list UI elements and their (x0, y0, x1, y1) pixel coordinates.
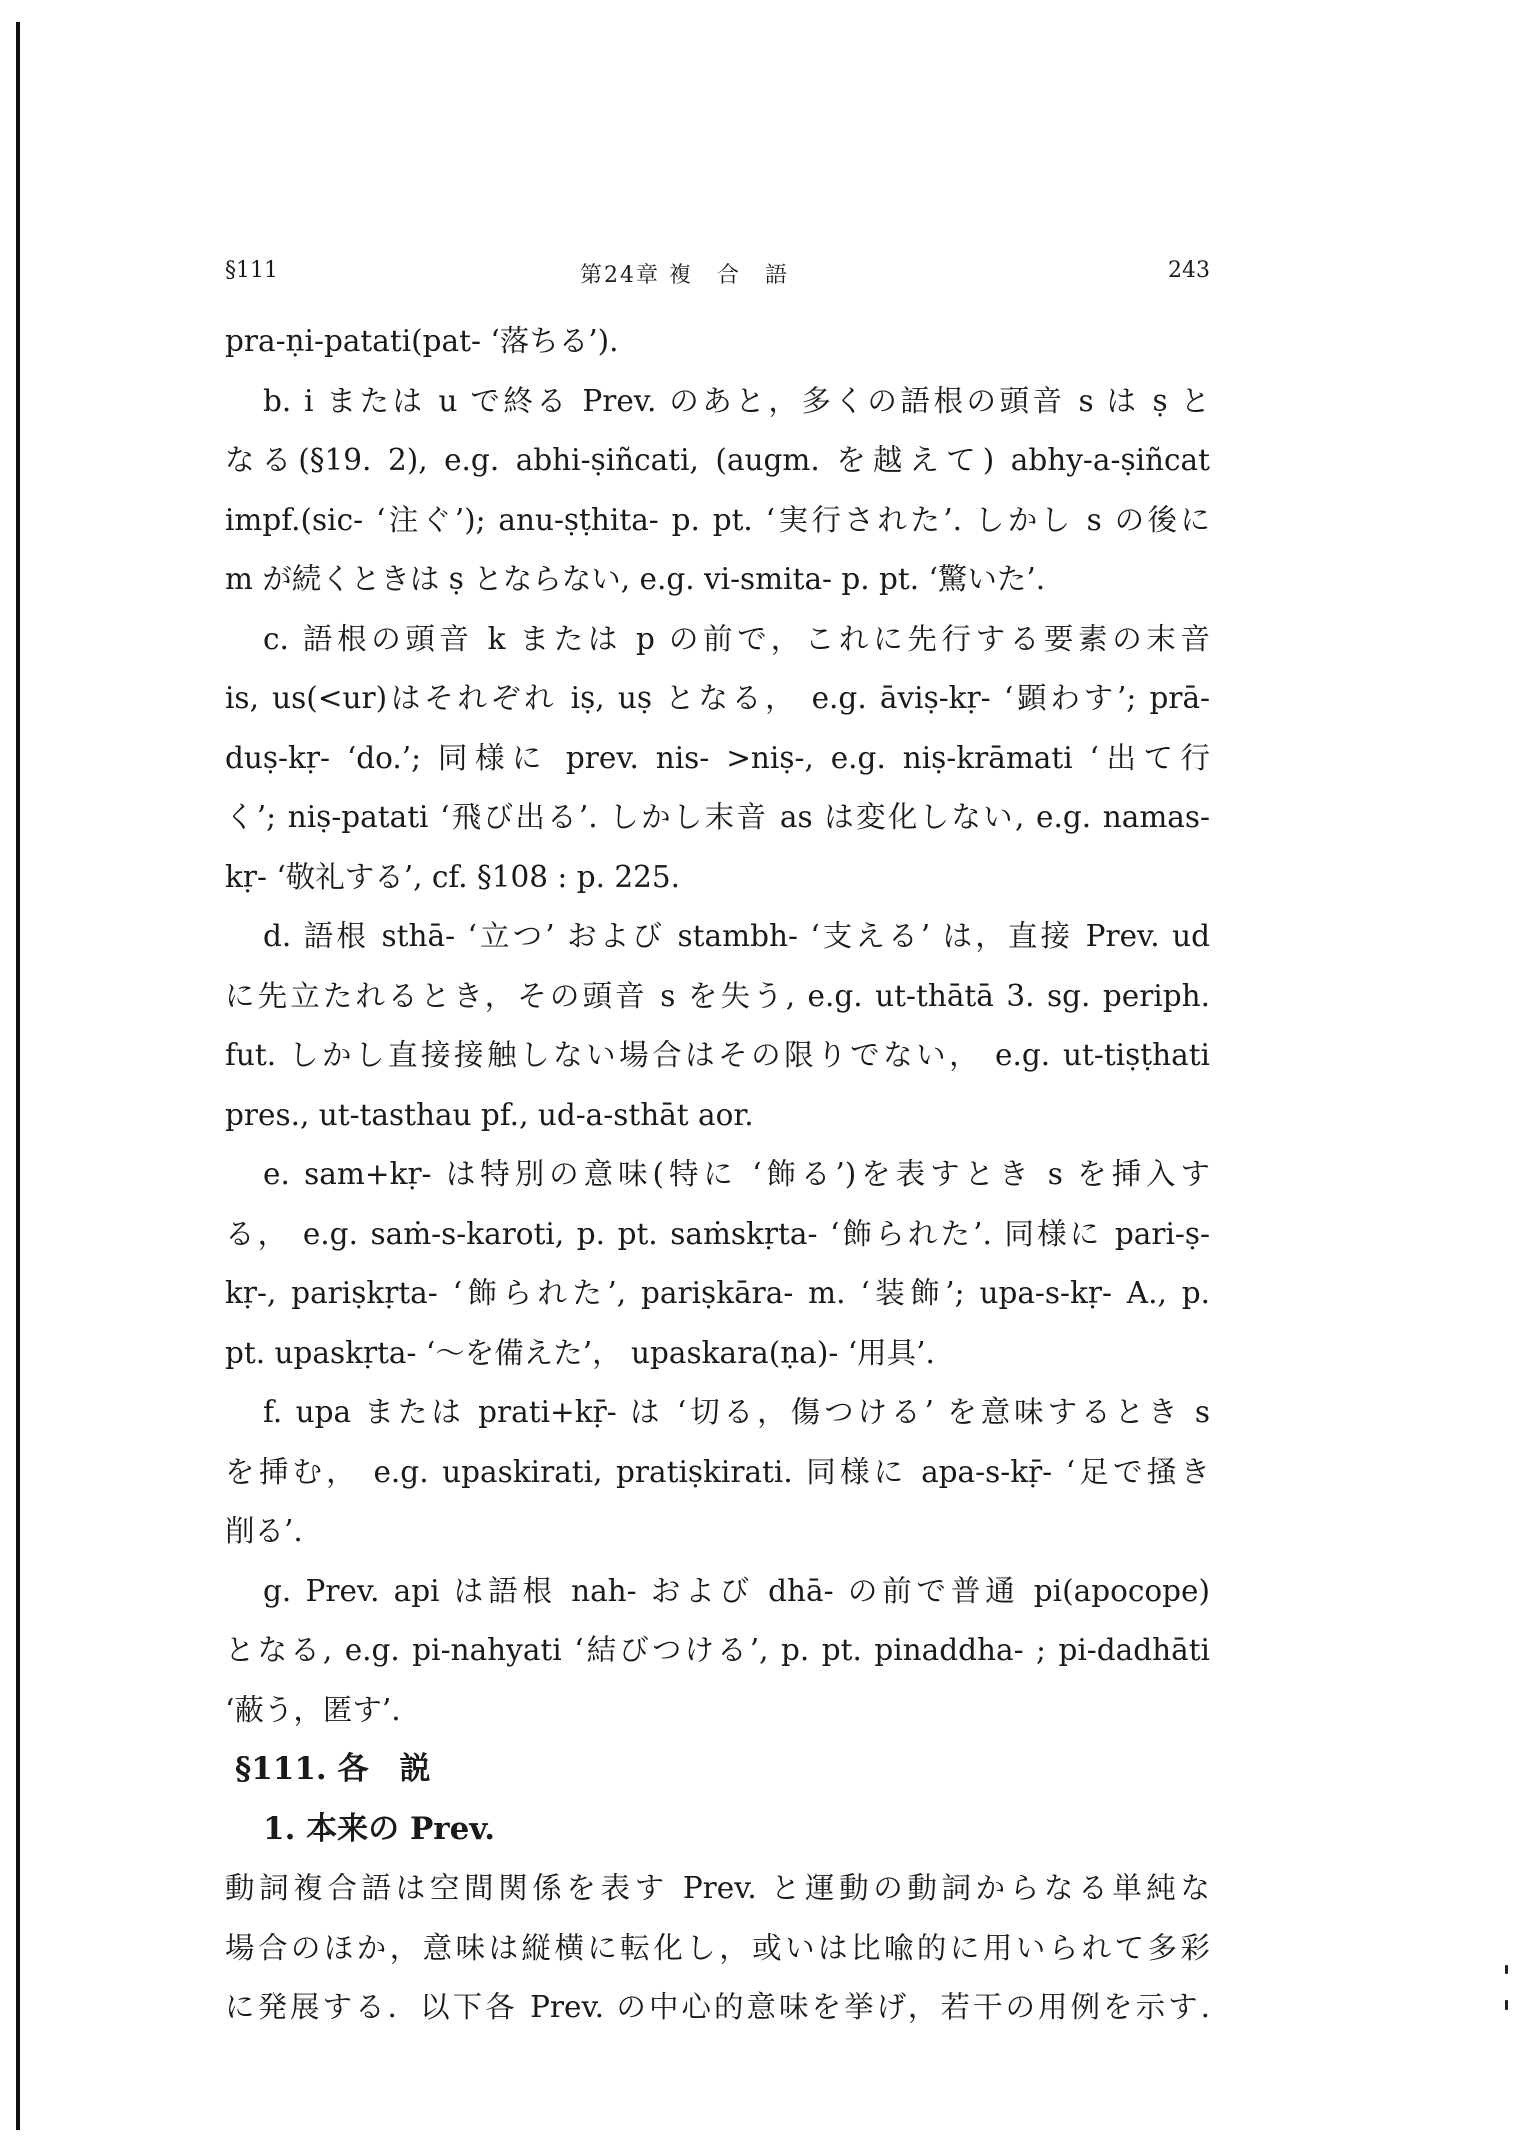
paragraph-e-line: e. sam+kṛ- は特別の意味(特に ‘飾る’)を表すとき s を挿入す (263, 1157, 1210, 1191)
text-line: る， e.g. saṁ-s-karoti, p. pt. saṁskṛta- ‘飾られた’. 同様に pari-ṣ- (225, 1216, 1210, 1251)
scan-speck (1505, 2000, 1508, 2010)
text-line: ‘蔽う，匿す’. (225, 1692, 401, 1727)
subsection-heading: 1. 本来の Prev. (263, 1810, 496, 1847)
paragraph-d-line: d. 語根 sthā- ‘立つ’ および stambh- ‘支える’ は，直接 Prev. ud (263, 919, 1210, 953)
text-line: に発展する．以下各 Prev. の中心的意味を挙げ，若干の用例を示す. (225, 1990, 1210, 2024)
text-line: is, us(<ur)はそれぞれ iṣ, uṣ となる， e.g. āviṣ-kṛ- ‘顕わす’; prā- (225, 681, 1210, 715)
text-line: pra-ṇi-patati(pat- ‘落ちる’). (225, 324, 619, 358)
scan-binding-edge (16, 22, 20, 2130)
header-chapter-title: 第24章 複 合 語 (580, 263, 789, 288)
header-section: §111 (225, 258, 278, 283)
text-line: 場合のほか，意味は縦横に転化し，或いは比喩的に用いられて多彩 (225, 1930, 1210, 1965)
paragraph-c-line: c. 語根の頭音 k または p の前で，これに先行する要素の末音 (263, 621, 1210, 656)
text-line: 削る’. (225, 1514, 303, 1548)
text-line: を挿む， e.g. upaskirati, pratiṣkirati. 同様に apa-s-kṝ- ‘足で掻き (225, 1454, 1210, 1489)
section-heading: §111. 各 説 (235, 1751, 431, 1787)
page-number: 243 (1168, 258, 1210, 283)
text-line: m が続くときは ṣ とならない, e.g. vi-smita- p. pt. ‘驚いた’. (225, 562, 1046, 596)
text-line: なる(§19. 2), e.g. abhi-ṣiñcati, (augm. を越えて) abhy-a-ṣiñcat (225, 443, 1210, 477)
text-line: duṣ-kṛ- ‘do.’; 同様に prev. nis- >niṣ-, e.g. niṣ-krāmati ‘出て行 (225, 740, 1210, 775)
text-line: となる, e.g. pi-nahyati ‘結びつける’, p. pt. pinaddha- ; pi-dadhāti (225, 1633, 1210, 1667)
scan-speck (1505, 1965, 1508, 1974)
paragraph-f-line: f. upa または prati+kṝ- は ‘切る，傷つける’ を意味するとき s (263, 1395, 1210, 1429)
text-line: く’; niṣ-patati ‘飛び出る’. しかし末音 as は変化しない, e.g. namas- (225, 800, 1210, 834)
text-line: kṛ- ‘敬礼する’, cf. §108 : p. 225. (225, 859, 681, 894)
text-line: 動詞複合語は空間関係を表す Prev. と運動の動詞からなる単純な (225, 1871, 1210, 1905)
page-body (225, 312, 1210, 2038)
paragraph-g-line: g. Prev. api は語根 nah- および dhā- の前で普通 pi(apocope) (263, 1573, 1210, 1608)
text-line: kṛ-, pariṣkṛta- ‘飾られた’, pariṣkāra- m. ‘装飾’; upa-s-kṛ- A., p. (225, 1276, 1210, 1310)
text-line: pt. upaskṛta- ‘～を備えた’， upaskara(ṇa)- ‘用具’. (225, 1335, 935, 1370)
text-line: impf.(sic- ‘注ぐ’); anu-ṣṭhita- p. pt. ‘実行された’. しかし s の後に (225, 502, 1210, 537)
running-header (225, 258, 1210, 298)
text-line: に先立たれるとき，その頭音 s を失う, e.g. ut-thātā 3. sg. periph. (225, 978, 1210, 1013)
text-line: fut. しかし直接接触しない場合はその限りでない， e.g. ut-tiṣṭhati (225, 1038, 1210, 1072)
paragraph-b-line: b. i または u で終る Prev. のあと，多くの語根の頭音 s は ṣ と (263, 383, 1210, 418)
text-line: pres., ut-tasthau pf., ud-a-sthāt aor. (225, 1097, 754, 1132)
